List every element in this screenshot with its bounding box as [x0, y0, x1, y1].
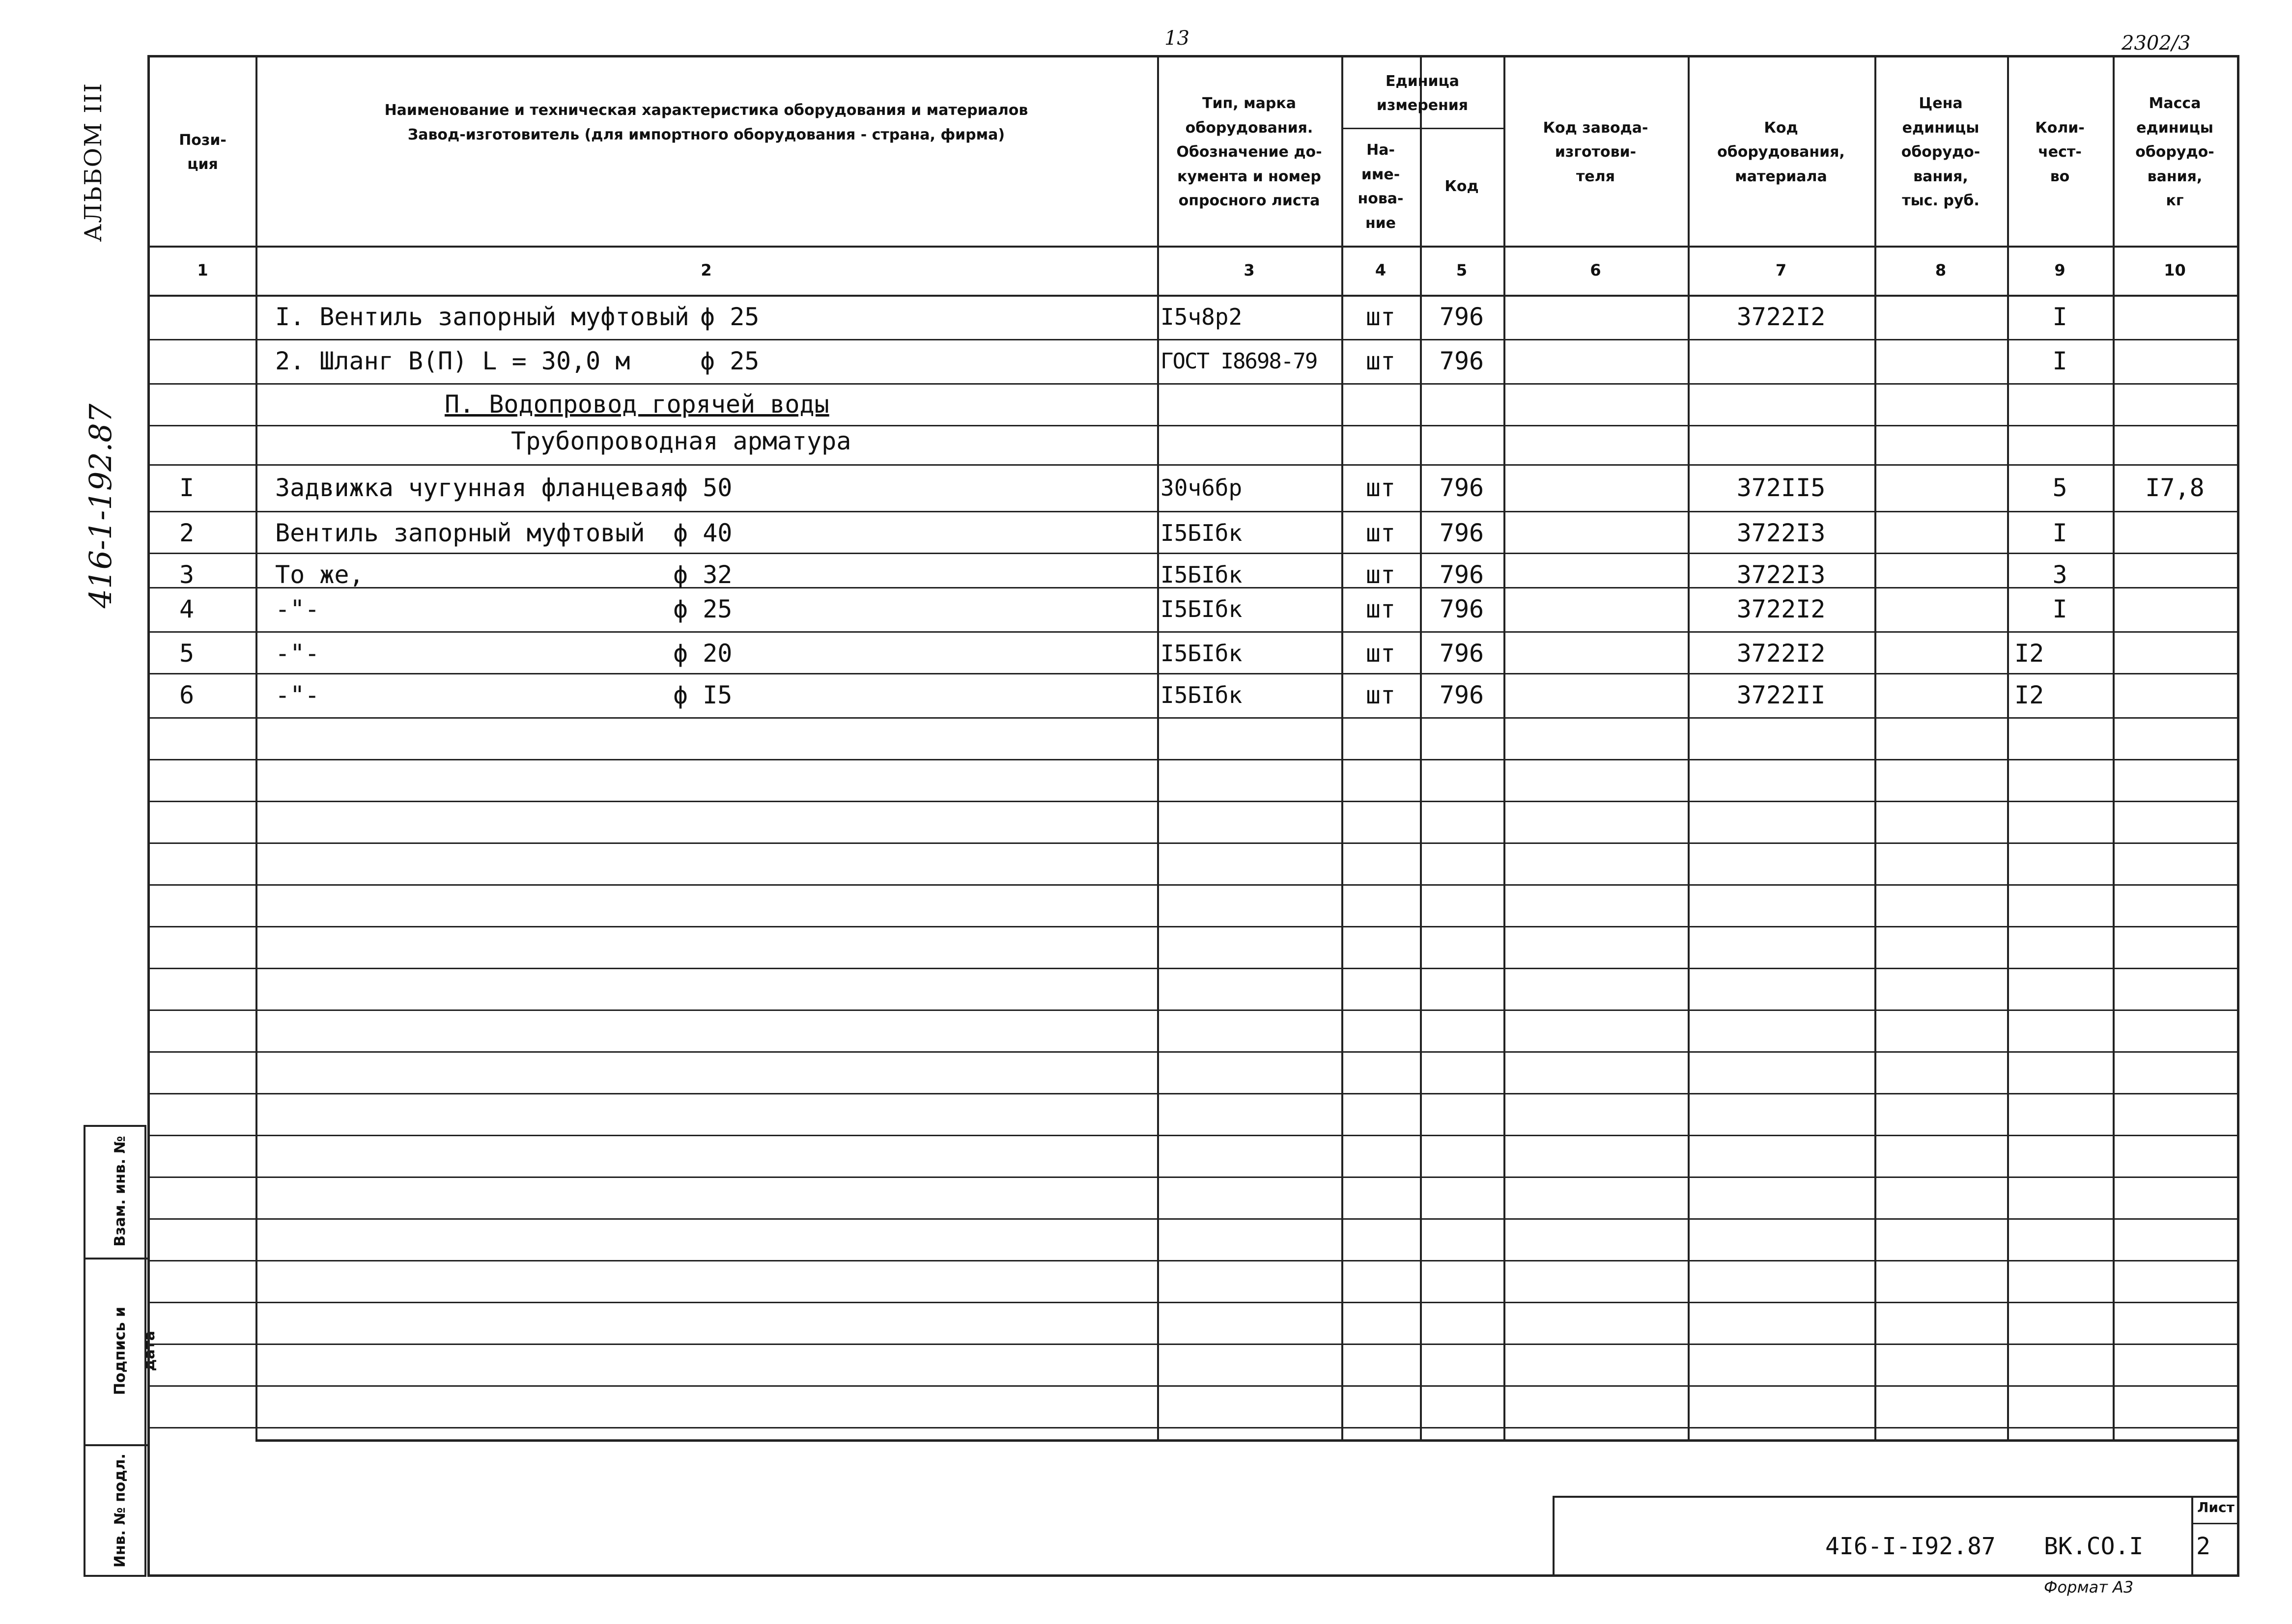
column-number: 10 [2164, 261, 2186, 280]
item-name: Задвижка чугунная фланцевая [275, 473, 675, 502]
item-diameter: ϕ 32 [673, 560, 733, 589]
item-quantity: I2 [2014, 681, 2044, 709]
item-mass: I7,8 [2145, 473, 2205, 502]
header-unit-code: Код [1444, 178, 1479, 196]
column-number: 8 [1935, 261, 1947, 280]
column-number: 3 [1244, 261, 1255, 280]
stamp-inv-replace: Взам. инв. № [112, 1136, 129, 1247]
column-number: 7 [1775, 261, 1787, 280]
item-diameter: ϕ 20 [673, 639, 733, 668]
stamp-inv-original: Инв. № подл. [112, 1453, 129, 1568]
item-type: I5БIбк [1160, 520, 1243, 546]
item-type: ГОСТ I8698-79 [1160, 348, 1317, 374]
item-diameter: ϕ 50 [673, 473, 733, 502]
album-label: АЛЬБОМ III [80, 82, 107, 242]
item-position: 6 [179, 681, 195, 709]
item-position: 5 [179, 639, 195, 668]
item-name: -"- [275, 681, 320, 709]
item-quantity: 5 [2052, 473, 2067, 502]
column-number: 5 [1456, 261, 1468, 280]
item-position: 3 [179, 560, 195, 589]
item-quantity: I2 [2014, 639, 2044, 668]
item-unit: шт [1365, 639, 1396, 668]
item-type: 30ч6бр [1160, 474, 1243, 501]
item-diameter: ϕ 25 [700, 303, 760, 331]
item-diameter: ϕ I5 [673, 681, 733, 709]
document-code: 4I6-I-I92.87 [1825, 1533, 1996, 1560]
item-position: I [179, 473, 195, 502]
column-number: 9 [2054, 261, 2066, 280]
column-number: 6 [1590, 261, 1601, 280]
sheet-top-number: 13 [1164, 27, 1189, 50]
header-unit-group: Единица измерения [1376, 72, 1469, 114]
item-equipment-code: 3722I3 [1736, 560, 1826, 589]
sheet-number: 2 [2196, 1533, 2210, 1560]
item-unit-code: 796 [1439, 560, 1484, 589]
header-equipment-code: Код оборудования, материала [1717, 119, 1845, 185]
section-heading: П. Водопровод горячей воды [445, 390, 829, 419]
item-diameter: ϕ 25 [673, 595, 733, 623]
item-position: 4 [179, 595, 195, 623]
item-unit: шт [1365, 595, 1396, 623]
item-name: То же, [275, 560, 364, 589]
item-name: I. Вентиль запорный муфтовый [275, 303, 689, 331]
item-unit-code: 796 [1439, 595, 1484, 623]
item-quantity: 3 [2052, 560, 2067, 589]
item-quantity: I [2052, 347, 2067, 375]
corner-number: 2302/3 [2122, 32, 2191, 55]
item-type: I5БIбк [1160, 596, 1243, 622]
item-unit-code: 796 [1439, 639, 1484, 668]
column-number: 4 [1375, 261, 1387, 280]
item-unit-code: 796 [1439, 681, 1484, 709]
header-unit-name: На- име- нова- ние [1358, 141, 1404, 232]
item-name: -"- [275, 595, 320, 623]
item-unit-code: 796 [1439, 347, 1484, 375]
item-name: -"- [275, 639, 320, 668]
item-quantity: I [2052, 595, 2067, 623]
item-unit: шт [1365, 560, 1396, 589]
column-number: 1 [197, 261, 208, 280]
sheet-label: Лист [2197, 1499, 2235, 1515]
item-unit: шт [1365, 347, 1396, 375]
subsection-heading: Трубопроводная арматура [511, 426, 851, 455]
document-mark: ВК.СО.I [2044, 1533, 2144, 1560]
header-price: Цена единицы оборудо- вания, тыс. руб. [1901, 95, 1981, 210]
item-diameter: ϕ 40 [673, 519, 733, 547]
header-factory-code: Код завода- изготови- теля [1543, 119, 1648, 185]
item-diameter: ϕ 25 [700, 347, 760, 375]
item-quantity: I [2052, 519, 2067, 547]
stamp-sign-date: Подпись и дата [112, 1307, 158, 1395]
item-unit: шт [1365, 303, 1396, 331]
item-position: 2 [179, 519, 195, 547]
item-equipment-code: 3722II [1736, 681, 1826, 709]
item-equipment-code: 3722I2 [1736, 595, 1826, 623]
item-unit-code: 796 [1439, 473, 1484, 502]
item-equipment-code: 3722I3 [1736, 519, 1826, 547]
item-equipment-code: 372II5 [1736, 473, 1826, 502]
item-unit: шт [1365, 519, 1396, 547]
item-unit: шт [1365, 681, 1396, 709]
column-number: 2 [701, 261, 712, 280]
item-quantity: I [2052, 303, 2067, 331]
item-equipment-code: 3722I2 [1736, 303, 1826, 331]
item-name: Вентиль запорный муфтовый [275, 519, 645, 547]
item-unit-code: 796 [1439, 519, 1484, 547]
header-name: Наименование и техническая характеристика оборудования и материалов Завод-изготовитель (для импортного оборудования - страна, фирма) [384, 102, 1028, 143]
header-type: Тип, марка оборудования. Обозначение до- кумента и номер опросного листа [1176, 95, 1322, 210]
project-handwritten: 416-1-192.87 [83, 403, 118, 609]
header-quantity: Коли- чест- во [2035, 119, 2085, 185]
item-unit: шт [1365, 473, 1396, 502]
item-unit-code: 796 [1439, 303, 1484, 331]
item-equipment-code: 3722I2 [1736, 639, 1826, 668]
item-type: I5БIбк [1160, 561, 1243, 588]
item-type: I5БIбк [1160, 640, 1243, 667]
item-type: I5БIбк [1160, 682, 1243, 708]
header-position: Пози- ция [179, 131, 226, 173]
format-note: Формат А3 [2044, 1578, 2134, 1596]
item-type: I5ч8р2 [1160, 304, 1243, 330]
header-mass: Масса единицы оборудо- вания, кг [2135, 95, 2214, 210]
item-name: 2. Шланг В(П) L = 30,0 м [275, 347, 630, 375]
